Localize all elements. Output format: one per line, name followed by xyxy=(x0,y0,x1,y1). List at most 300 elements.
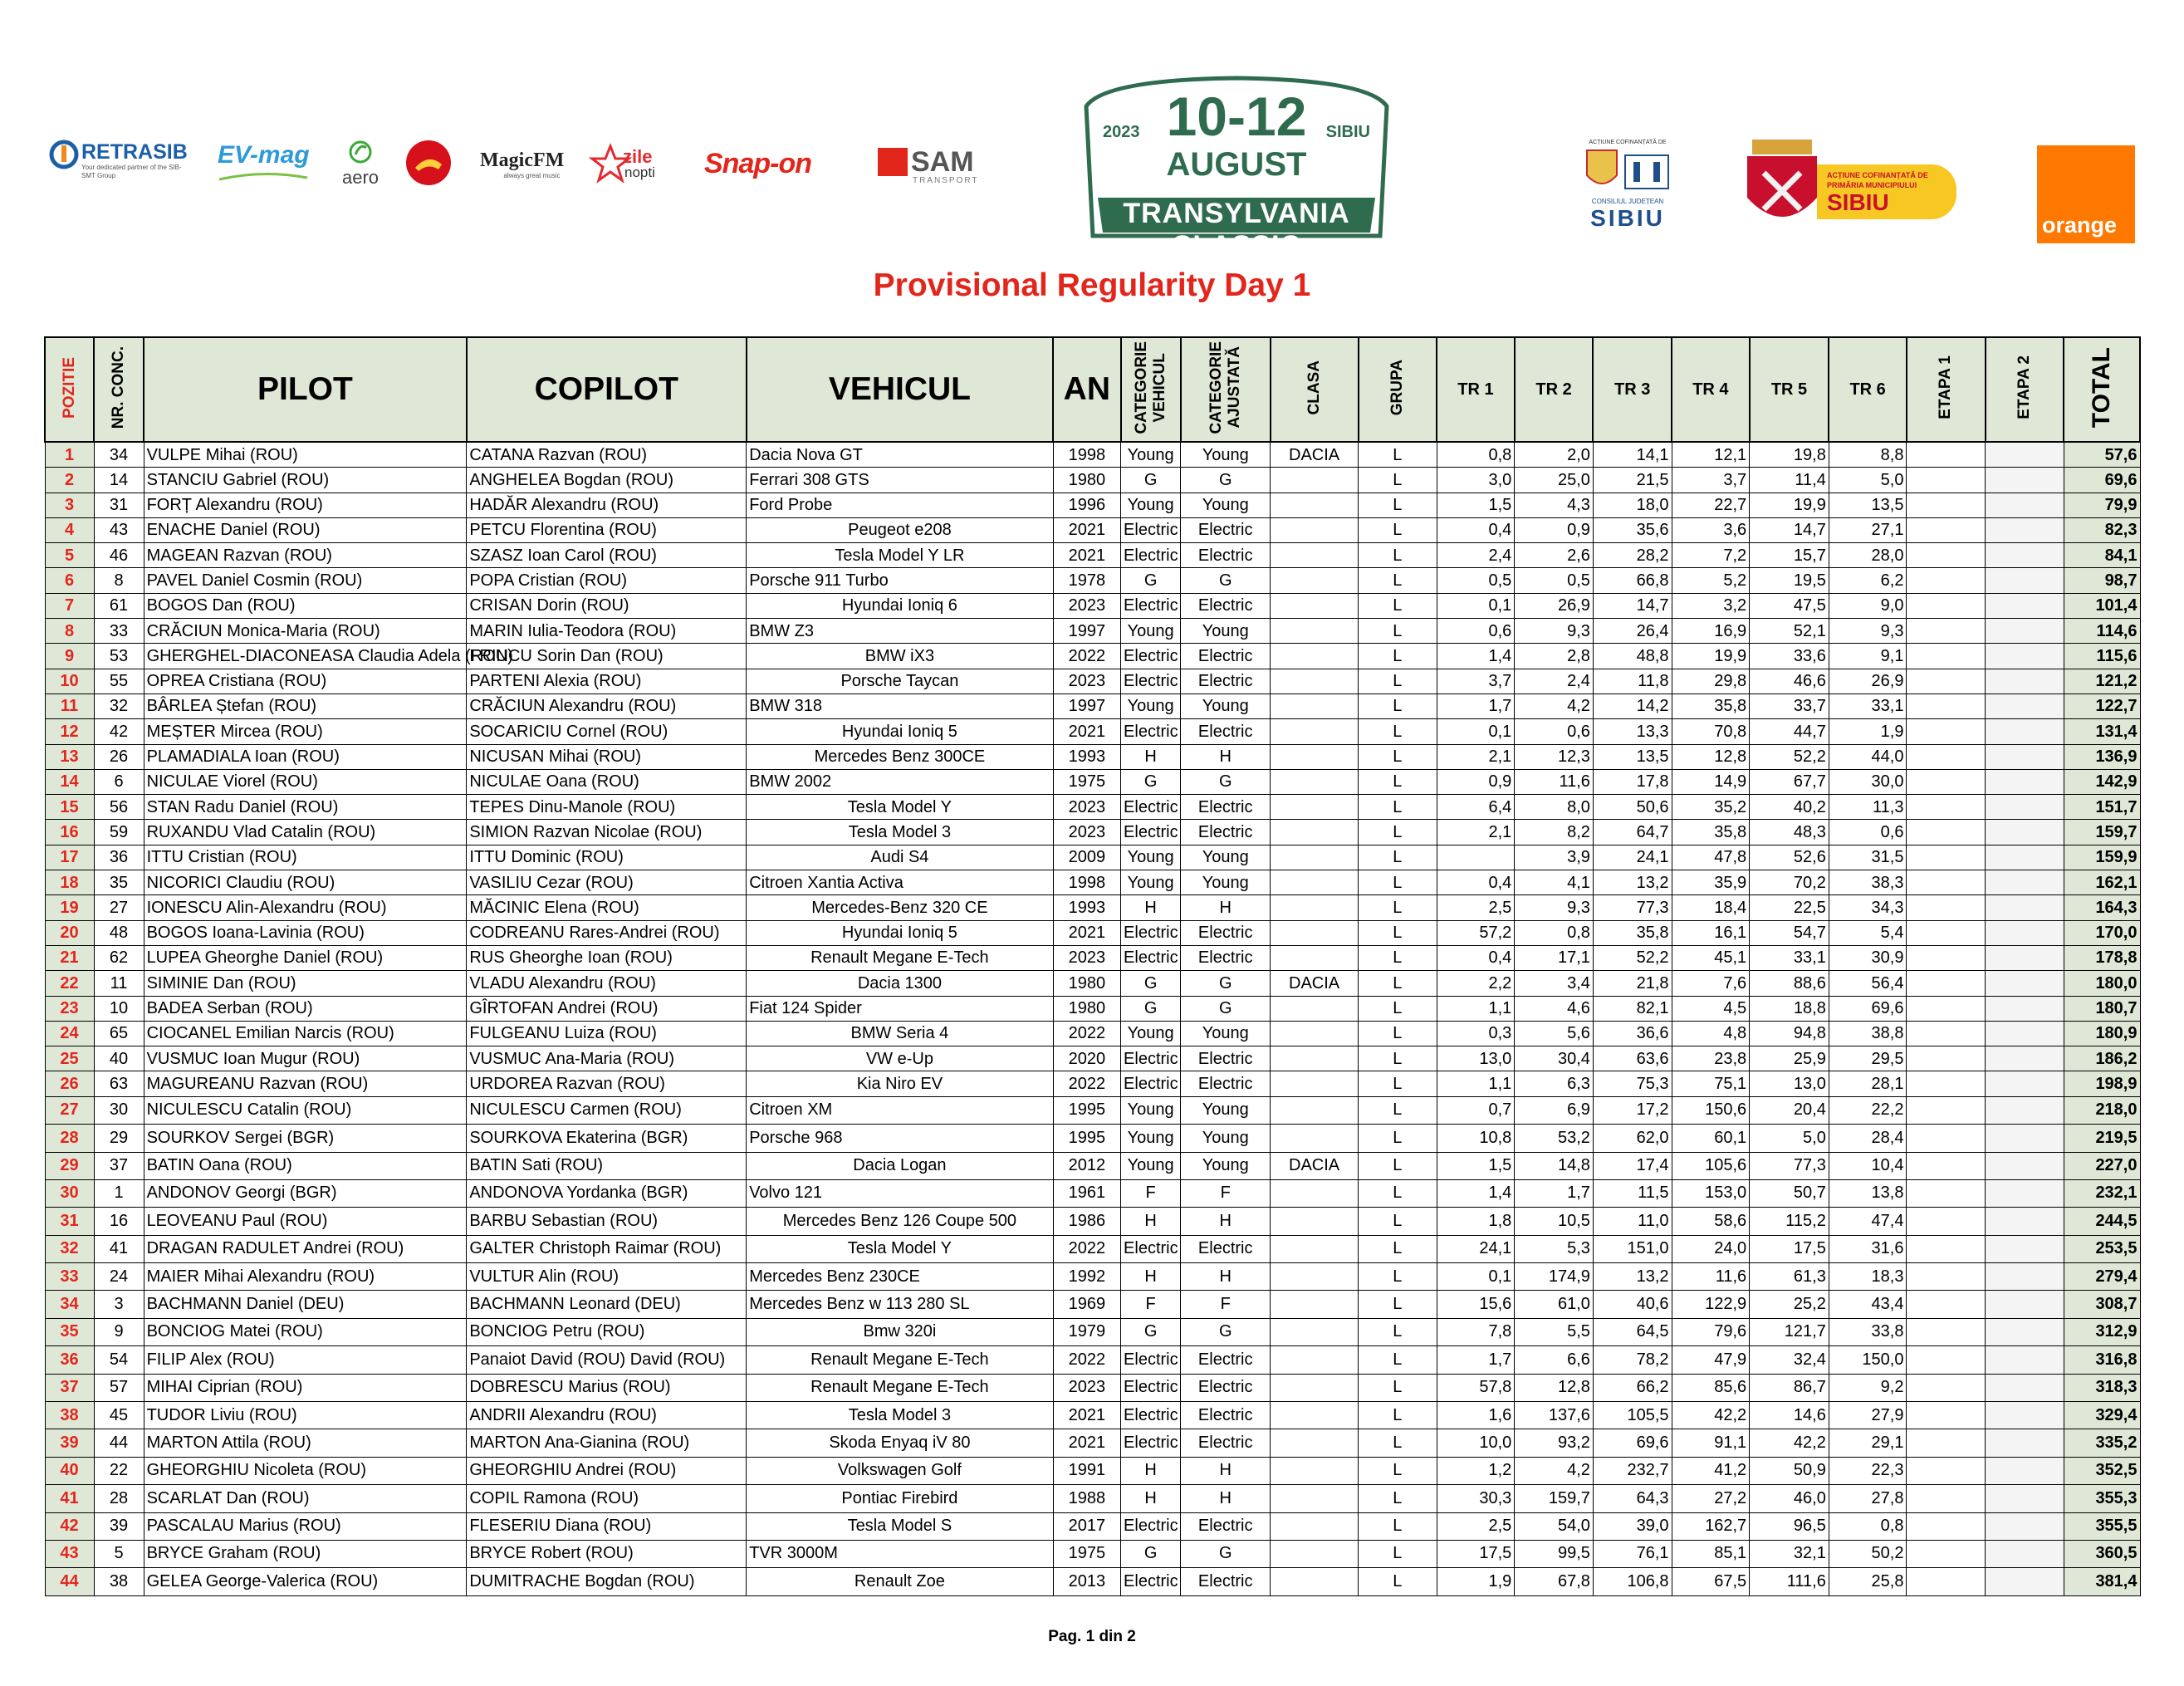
adjusted-category-cell: Electric xyxy=(1181,1046,1271,1071)
total-cell: 122,7 xyxy=(2064,694,2140,718)
position-cell: 20 xyxy=(45,920,94,945)
year-cell: 1986 xyxy=(1053,1208,1120,1235)
group-cell: L xyxy=(1359,1291,1437,1318)
etapa-2-cell xyxy=(1986,694,2064,718)
table-row xyxy=(45,568,2140,593)
retrasib-name: RETRASIB xyxy=(81,140,188,164)
etapa-2-cell xyxy=(1986,493,2064,517)
tr5-cell: 42,2 xyxy=(1750,1429,1829,1457)
pilot-cell: ANDONOV Georgi (BGR) xyxy=(144,1179,467,1207)
group-cell: L xyxy=(1359,517,1437,542)
etapa-1-cell xyxy=(1907,1208,1986,1235)
copilot-cell: CRISAN Dorin (ROU) xyxy=(467,593,747,618)
group-cell: L xyxy=(1359,1263,1437,1291)
vehicle-cell: Volvo 121 xyxy=(747,1179,1053,1207)
table-row xyxy=(45,543,2140,568)
group-cell: L xyxy=(1359,669,1437,694)
position-cell: 35 xyxy=(45,1318,94,1345)
etapa-2-cell xyxy=(1986,619,2064,644)
etapa-1-cell xyxy=(1907,996,1986,1021)
total-cell: 227,0 xyxy=(2064,1152,2140,1179)
pilot-cell: BRYCE Graham (ROU) xyxy=(144,1540,467,1567)
etapa-1-cell xyxy=(1907,1263,1986,1291)
position-cell: 16 xyxy=(45,820,94,845)
etapa-2-cell xyxy=(1986,1346,2064,1374)
tr6-cell: 33,8 xyxy=(1829,1318,1907,1345)
results-table xyxy=(44,336,2141,1596)
tr1-cell: 0,9 xyxy=(1437,769,1515,794)
tr4-cell: 24,0 xyxy=(1672,1235,1750,1262)
group-cell: L xyxy=(1359,1485,1437,1512)
copilot-cell: FRINCU Sorin Dan (ROU) xyxy=(467,644,747,669)
tr6-cell: 69,6 xyxy=(1829,996,1907,1021)
position-cell: 2 xyxy=(45,468,94,493)
etapa-1-cell xyxy=(1907,517,1986,542)
evmag-name: EV-mag xyxy=(218,141,310,169)
tr3-cell: 35,8 xyxy=(1593,920,1672,945)
adjusted-category-cell: G xyxy=(1181,1540,1271,1567)
header-pozitie-label: POZITIE xyxy=(60,356,78,419)
tr3-cell: 50,6 xyxy=(1593,795,1672,820)
race-number-cell: 37 xyxy=(94,1152,144,1179)
year-cell: 1992 xyxy=(1053,1263,1120,1291)
total-cell: 101,4 xyxy=(2064,593,2140,618)
vehicle-cell: TVR 3000M xyxy=(747,1540,1053,1567)
tr4-cell: 5,2 xyxy=(1672,568,1750,593)
etapa-1-cell xyxy=(1907,644,1986,669)
year-cell: 2023 xyxy=(1053,820,1120,845)
group-cell: L xyxy=(1359,945,1437,970)
total-cell: 115,6 xyxy=(2064,644,2140,669)
header-categorie-ajustata-line2: AJUSTATĂ xyxy=(1225,346,1243,429)
etapa-1-cell xyxy=(1907,1457,1986,1484)
total-cell: 312,9 xyxy=(2064,1318,2140,1345)
aero-logo xyxy=(335,140,385,189)
total-cell: 136,9 xyxy=(2064,744,2140,769)
magicfm-logo xyxy=(480,149,584,179)
class-cell xyxy=(1271,769,1359,794)
year-cell: 1969 xyxy=(1053,1291,1120,1318)
etapa-2-cell xyxy=(1986,1235,2064,1262)
position-cell: 8 xyxy=(45,619,94,644)
retrasib-tagline: Your dedicated partner of the SIB-SMT Group xyxy=(81,164,182,179)
year-cell: 2022 xyxy=(1053,1021,1120,1046)
tr5-cell: 121,7 xyxy=(1750,1318,1829,1345)
category-cell: Electric xyxy=(1121,1071,1181,1096)
race-number-cell: 65 xyxy=(94,1021,144,1046)
table-row xyxy=(45,1152,2140,1179)
year-cell: 2009 xyxy=(1053,845,1120,870)
tr3-cell: 76,1 xyxy=(1593,1540,1672,1567)
vehicle-cell: Kia Niro EV xyxy=(747,1071,1053,1096)
tr2-cell: 4,2 xyxy=(1515,1457,1594,1484)
header-etapa-1 xyxy=(1907,337,1986,442)
tr5-cell: 20,4 xyxy=(1750,1096,1829,1124)
tr5-cell: 14,7 xyxy=(1750,517,1829,542)
tr5-cell: 70,2 xyxy=(1750,870,1829,895)
tr6-cell: 29,5 xyxy=(1829,1046,1907,1071)
tr6-cell: 44,0 xyxy=(1829,744,1907,769)
tr2-cell: 4,6 xyxy=(1515,996,1594,1021)
class-cell xyxy=(1271,669,1359,694)
tr4-cell: 162,7 xyxy=(1672,1512,1750,1540)
tr1-cell: 0,3 xyxy=(1437,1021,1515,1046)
year-cell: 1961 xyxy=(1053,1179,1120,1207)
copilot-cell: DOBRESCU Marius (ROU) xyxy=(467,1374,747,1401)
position-cell: 12 xyxy=(45,719,94,744)
tr2-cell: 67,8 xyxy=(1515,1568,1594,1595)
class-cell xyxy=(1271,517,1359,542)
group-cell: L xyxy=(1359,1152,1437,1179)
copilot-cell: URDOREA Razvan (ROU) xyxy=(467,1071,747,1096)
event-city: SIBIU xyxy=(1325,123,1370,141)
tr3-cell: 14,7 xyxy=(1593,593,1672,618)
tr5-cell: 52,1 xyxy=(1750,619,1829,644)
group-cell: L xyxy=(1359,795,1437,820)
category-cell: H xyxy=(1121,895,1181,920)
group-cell: L xyxy=(1359,820,1437,845)
position-cell: 41 xyxy=(45,1485,94,1512)
etapa-1-cell xyxy=(1907,845,1986,870)
etapa-2-cell xyxy=(1986,1263,2064,1291)
category-cell: H xyxy=(1121,1457,1181,1484)
position-cell: 19 xyxy=(45,895,94,920)
etapa-2-cell xyxy=(1986,1208,2064,1235)
pilot-cell: VULPE Mihai (ROU) xyxy=(144,442,467,468)
copilot-cell: ANDRII Alexandru (ROU) xyxy=(467,1402,747,1429)
header-categorie-vehicul-line1: CATEGORIE xyxy=(1132,341,1150,434)
table-row xyxy=(45,1125,2140,1152)
etapa-2-cell xyxy=(1986,1512,2064,1540)
etapa-1-cell xyxy=(1907,442,1986,468)
tr4-cell: 3,2 xyxy=(1672,593,1750,618)
pilot-cell: PLAMADIALA Ioan (ROU) xyxy=(144,744,467,769)
table-row xyxy=(45,719,2140,744)
tr3-cell: 36,6 xyxy=(1593,1021,1672,1046)
primaria-crest-icon xyxy=(1744,140,1820,238)
group-cell: L xyxy=(1359,568,1437,593)
group-cell: L xyxy=(1359,543,1437,568)
page-number: Pag. 1 din 2 xyxy=(1048,1628,1136,1645)
etapa-1-cell xyxy=(1907,1096,1986,1124)
tr2-cell: 11,6 xyxy=(1515,769,1594,794)
tr3-cell: 64,7 xyxy=(1593,820,1672,845)
class-cell xyxy=(1271,644,1359,669)
tr2-cell: 0,9 xyxy=(1515,517,1594,542)
total-cell: 121,2 xyxy=(2064,669,2140,694)
total-cell: 178,8 xyxy=(2064,945,2140,970)
vehicle-cell: Hyundai Ioniq 6 xyxy=(747,593,1053,618)
race-number-cell: 29 xyxy=(94,1125,144,1152)
copilot-cell: GÎRTOFAN Andrei (ROU) xyxy=(467,996,747,1021)
year-cell: 1995 xyxy=(1053,1125,1120,1152)
tr6-cell: 28,1 xyxy=(1829,1071,1907,1096)
tr4-cell: 79,6 xyxy=(1672,1318,1750,1345)
tr3-cell: 11,8 xyxy=(1593,669,1672,694)
race-number-cell: 32 xyxy=(94,694,144,718)
group-cell: L xyxy=(1359,971,1437,996)
pilot-cell: LEOVEANU Paul (ROU) xyxy=(144,1208,467,1235)
total-cell: 159,7 xyxy=(2064,820,2140,845)
table-row xyxy=(45,1402,2140,1429)
tr6-cell: 9,3 xyxy=(1829,619,1907,644)
aero-name: aero xyxy=(341,167,380,188)
position-cell: 42 xyxy=(45,1512,94,1540)
category-cell: Electric xyxy=(1121,920,1181,945)
race-number-cell: 56 xyxy=(94,795,144,820)
vehicle-cell: Dacia 1300 xyxy=(747,971,1053,996)
pilot-cell: LUPEA Gheorghe Daniel (ROU) xyxy=(144,945,467,970)
adjusted-category-cell: Electric xyxy=(1181,517,1271,542)
vehicle-cell: Tesla Model Y LR xyxy=(747,543,1053,568)
category-cell: Young xyxy=(1121,1096,1181,1124)
etapa-2-cell xyxy=(1986,744,2064,769)
adjusted-category-cell: G xyxy=(1181,996,1271,1021)
header-pozitie xyxy=(45,337,94,442)
total-cell: 114,6 xyxy=(2064,619,2140,644)
category-cell: Young xyxy=(1121,1021,1181,1046)
class-cell: DACIA xyxy=(1271,971,1359,996)
vehicle-cell: Renault Zoe xyxy=(747,1568,1053,1595)
vehicle-cell: BMW Z3 xyxy=(747,619,1053,644)
tr5-cell: 40,2 xyxy=(1750,795,1829,820)
adjusted-category-cell: Young xyxy=(1181,619,1271,644)
category-cell: H xyxy=(1121,744,1181,769)
red-circle-icon xyxy=(405,140,452,186)
vehicle-cell: Citroen Xantia Activa xyxy=(747,870,1053,895)
etapa-1-cell xyxy=(1907,870,1986,895)
tr1-cell: 0,1 xyxy=(1437,1263,1515,1291)
tr5-cell: 77,3 xyxy=(1750,1152,1829,1179)
tr2-cell: 14,8 xyxy=(1515,1152,1594,1179)
pilot-cell: NICULESCU Catalin (ROU) xyxy=(144,1096,467,1124)
tr1-cell: 0,1 xyxy=(1437,593,1515,618)
table-row xyxy=(45,1374,2140,1401)
tr2-cell: 1,7 xyxy=(1515,1179,1594,1207)
tr5-cell: 96,5 xyxy=(1750,1512,1829,1540)
pilot-cell: DRAGAN RADULET Andrei (ROU) xyxy=(144,1235,467,1262)
etapa-2-cell xyxy=(1986,1318,2064,1345)
copilot-cell: CATANA Razvan (ROU) xyxy=(467,442,747,468)
adjusted-category-cell: H xyxy=(1181,1263,1271,1291)
total-cell: 69,6 xyxy=(2064,468,2140,493)
tr6-cell: 9,0 xyxy=(1829,593,1907,618)
category-cell: H xyxy=(1121,1485,1181,1512)
total-cell: 253,5 xyxy=(2064,1235,2140,1262)
pilot-cell: TUDOR Liviu (ROU) xyxy=(144,1402,467,1429)
table-row xyxy=(45,945,2140,970)
race-number-cell: 22 xyxy=(94,1457,144,1484)
etapa-2-cell xyxy=(1986,820,2064,845)
vehicle-cell: Dacia Nova GT xyxy=(747,442,1053,468)
tr2-cell: 17,1 xyxy=(1515,945,1594,970)
tr3-cell: 64,5 xyxy=(1593,1318,1672,1345)
etapa-1-cell xyxy=(1907,1021,1986,1046)
tr1-cell: 1,8 xyxy=(1437,1208,1515,1235)
tr4-cell: 11,6 xyxy=(1672,1263,1750,1291)
category-cell: Young xyxy=(1121,870,1181,895)
copilot-cell: Panaiot David (ROU) David (ROU) xyxy=(467,1346,747,1374)
cj-sibiu-logo xyxy=(1582,140,1673,248)
adjusted-category-cell: Young xyxy=(1181,1125,1271,1152)
adjusted-category-cell: Young xyxy=(1181,845,1271,870)
tr4-cell: 47,9 xyxy=(1672,1346,1750,1374)
year-cell: 1978 xyxy=(1053,568,1120,593)
category-cell: Electric xyxy=(1121,644,1181,669)
pilot-cell: RUXANDU Vlad Catalin (ROU) xyxy=(144,820,467,845)
position-cell: 11 xyxy=(45,694,94,718)
copilot-cell: MĂCINIC Elena (ROU) xyxy=(467,895,747,920)
adjusted-category-cell: F xyxy=(1181,1291,1271,1318)
adjusted-category-cell: Electric xyxy=(1181,543,1271,568)
tr2-cell: 10,5 xyxy=(1515,1208,1594,1235)
pilot-cell: STANCIU Gabriel (ROU) xyxy=(144,468,467,493)
tr4-cell: 85,6 xyxy=(1672,1374,1750,1401)
total-cell: 381,4 xyxy=(2064,1568,2140,1595)
year-cell: 1975 xyxy=(1053,1540,1120,1567)
pilot-cell: BÂRLEA Ștefan (ROU) xyxy=(144,694,467,718)
pilot-cell: BACHMANN Daniel (DEU) xyxy=(144,1291,467,1318)
tr2-cell: 99,5 xyxy=(1515,1540,1594,1567)
tr5-cell: 17,5 xyxy=(1750,1235,1829,1262)
tr5-cell: 67,7 xyxy=(1750,769,1829,794)
etapa-2-cell xyxy=(1986,568,2064,593)
tr1-cell: 1,5 xyxy=(1437,1152,1515,1179)
etapa-2-cell xyxy=(1986,1179,2064,1207)
vehicle-cell: BMW Seria 4 xyxy=(747,1021,1053,1046)
header-categorie-vehicul-label xyxy=(1133,341,1169,434)
pilot-cell: MIHAI Ciprian (ROU) xyxy=(144,1374,467,1401)
class-cell xyxy=(1271,1346,1359,1374)
year-cell: 2021 xyxy=(1053,543,1120,568)
year-cell: 1980 xyxy=(1053,468,1120,493)
etapa-2-cell xyxy=(1986,1096,2064,1124)
pilot-cell: MAGUREANU Razvan (ROU) xyxy=(144,1071,467,1096)
vehicle-cell: Mercedes Benz w 113 280 SL xyxy=(747,1291,1053,1318)
primaria-name: SIBIU xyxy=(1827,189,1889,215)
year-cell: 2021 xyxy=(1053,1402,1120,1429)
position-cell: 6 xyxy=(45,568,94,593)
pilot-cell: MAIER Mihai Alexandru (ROU) xyxy=(144,1263,467,1291)
tr3-cell: 17,2 xyxy=(1593,1096,1672,1124)
retrasib-logo xyxy=(50,137,195,187)
group-cell: L xyxy=(1359,870,1437,895)
etapa-1-cell xyxy=(1907,1046,1986,1071)
position-cell: 24 xyxy=(45,1021,94,1046)
race-number-cell: 48 xyxy=(94,920,144,945)
tr3-cell: 13,2 xyxy=(1593,870,1672,895)
tr5-cell: 48,3 xyxy=(1750,820,1829,845)
etapa-2-cell xyxy=(1986,895,2064,920)
table-row xyxy=(45,1540,2140,1567)
year-cell: 1997 xyxy=(1053,619,1120,644)
tr6-cell: 50,2 xyxy=(1829,1540,1907,1567)
vehicle-cell: Skoda Enyaq iV 80 xyxy=(747,1429,1053,1457)
table-row xyxy=(45,1346,2140,1374)
class-cell xyxy=(1271,744,1359,769)
race-number-cell: 38 xyxy=(94,1568,144,1595)
tr3-cell: 17,4 xyxy=(1593,1152,1672,1179)
group-cell: L xyxy=(1359,1457,1437,1484)
etapa-2-cell xyxy=(1986,971,2064,996)
year-cell: 1975 xyxy=(1053,769,1120,794)
vehicle-cell: Volkswagen Golf xyxy=(747,1457,1053,1484)
category-cell: Electric xyxy=(1121,1512,1181,1540)
category-cell: Electric xyxy=(1121,517,1181,542)
group-cell: L xyxy=(1359,1512,1437,1540)
position-cell: 9 xyxy=(45,644,94,669)
race-number-cell: 46 xyxy=(94,543,144,568)
tr1-cell: 10,8 xyxy=(1437,1125,1515,1152)
tr2-cell: 0,8 xyxy=(1515,920,1594,945)
adjusted-category-cell: H xyxy=(1181,1208,1271,1235)
adjusted-category-cell: Young xyxy=(1181,493,1271,517)
adjusted-category-cell: Young xyxy=(1181,442,1271,468)
class-cell xyxy=(1271,468,1359,493)
total-cell: 316,8 xyxy=(2064,1346,2140,1374)
race-number-cell: 62 xyxy=(94,945,144,970)
vehicle-cell: BMW 318 xyxy=(747,694,1053,718)
total-cell: 360,5 xyxy=(2064,1540,2140,1567)
race-number-cell: 30 xyxy=(94,1096,144,1124)
position-cell: 40 xyxy=(45,1457,94,1484)
race-number-cell: 34 xyxy=(94,442,144,468)
tr1-cell: 2,4 xyxy=(1437,543,1515,568)
adjusted-category-cell: Young xyxy=(1181,1021,1271,1046)
tr6-cell: 18,3 xyxy=(1829,1263,1907,1291)
vehicle-cell: Dacia Logan xyxy=(747,1152,1053,1179)
tr1-cell: 1,1 xyxy=(1437,996,1515,1021)
tr1-cell: 57,2 xyxy=(1437,920,1515,945)
vehicle-cell: BMW 2002 xyxy=(747,769,1053,794)
pilot-cell: OPREA Cristiana (ROU) xyxy=(144,669,467,694)
category-cell: Electric xyxy=(1121,543,1181,568)
year-cell: 1979 xyxy=(1053,1318,1120,1345)
etapa-2-cell xyxy=(1986,1429,2064,1457)
tr5-cell: 47,5 xyxy=(1750,593,1829,618)
tr2-cell: 4,3 xyxy=(1515,493,1594,517)
table-row xyxy=(45,996,2140,1021)
tr2-cell: 9,3 xyxy=(1515,895,1594,920)
cj-sibiu-line2: CONSILIUL JUDEȚEAN xyxy=(1591,198,1664,205)
header-categorie-ajustata-label xyxy=(1207,341,1244,434)
pilot-cell: PASCALAU Marius (ROU) xyxy=(144,1512,467,1540)
copilot-cell: GHEORGHIU Andrei (ROU) xyxy=(467,1457,747,1484)
etapa-1-cell xyxy=(1907,694,1986,718)
race-number-cell: 61 xyxy=(94,593,144,618)
tr6-cell: 13,8 xyxy=(1829,1179,1907,1207)
tr1-cell: 13,0 xyxy=(1437,1046,1515,1071)
tr4-cell: 85,1 xyxy=(1672,1540,1750,1567)
tr2-cell: 5,3 xyxy=(1515,1235,1594,1262)
tr4-cell: 70,8 xyxy=(1672,719,1750,744)
etapa-1-cell xyxy=(1907,945,1986,970)
vehicle-cell: Porsche 911 Turbo xyxy=(747,568,1053,593)
tr1-cell: 3,7 xyxy=(1437,669,1515,694)
vehicle-cell: Peugeot e208 xyxy=(747,517,1053,542)
copilot-cell: TEPES Dinu-Manole (ROU) xyxy=(467,795,747,820)
tr4-cell: 45,1 xyxy=(1672,945,1750,970)
primaria-sibiu-logo xyxy=(1744,140,1964,239)
category-cell: Electric xyxy=(1121,1346,1181,1374)
primaria-line2: PRIMĂRIA MUNICIPIULUI xyxy=(1827,181,1917,189)
race-number-cell: 35 xyxy=(94,870,144,895)
copilot-cell: PARTENI Alexia (ROU) xyxy=(467,669,747,694)
category-cell: Young xyxy=(1121,1125,1181,1152)
year-cell: 2013 xyxy=(1053,1568,1120,1595)
tr3-cell: 26,4 xyxy=(1593,619,1672,644)
tr4-cell: 23,8 xyxy=(1672,1046,1750,1071)
